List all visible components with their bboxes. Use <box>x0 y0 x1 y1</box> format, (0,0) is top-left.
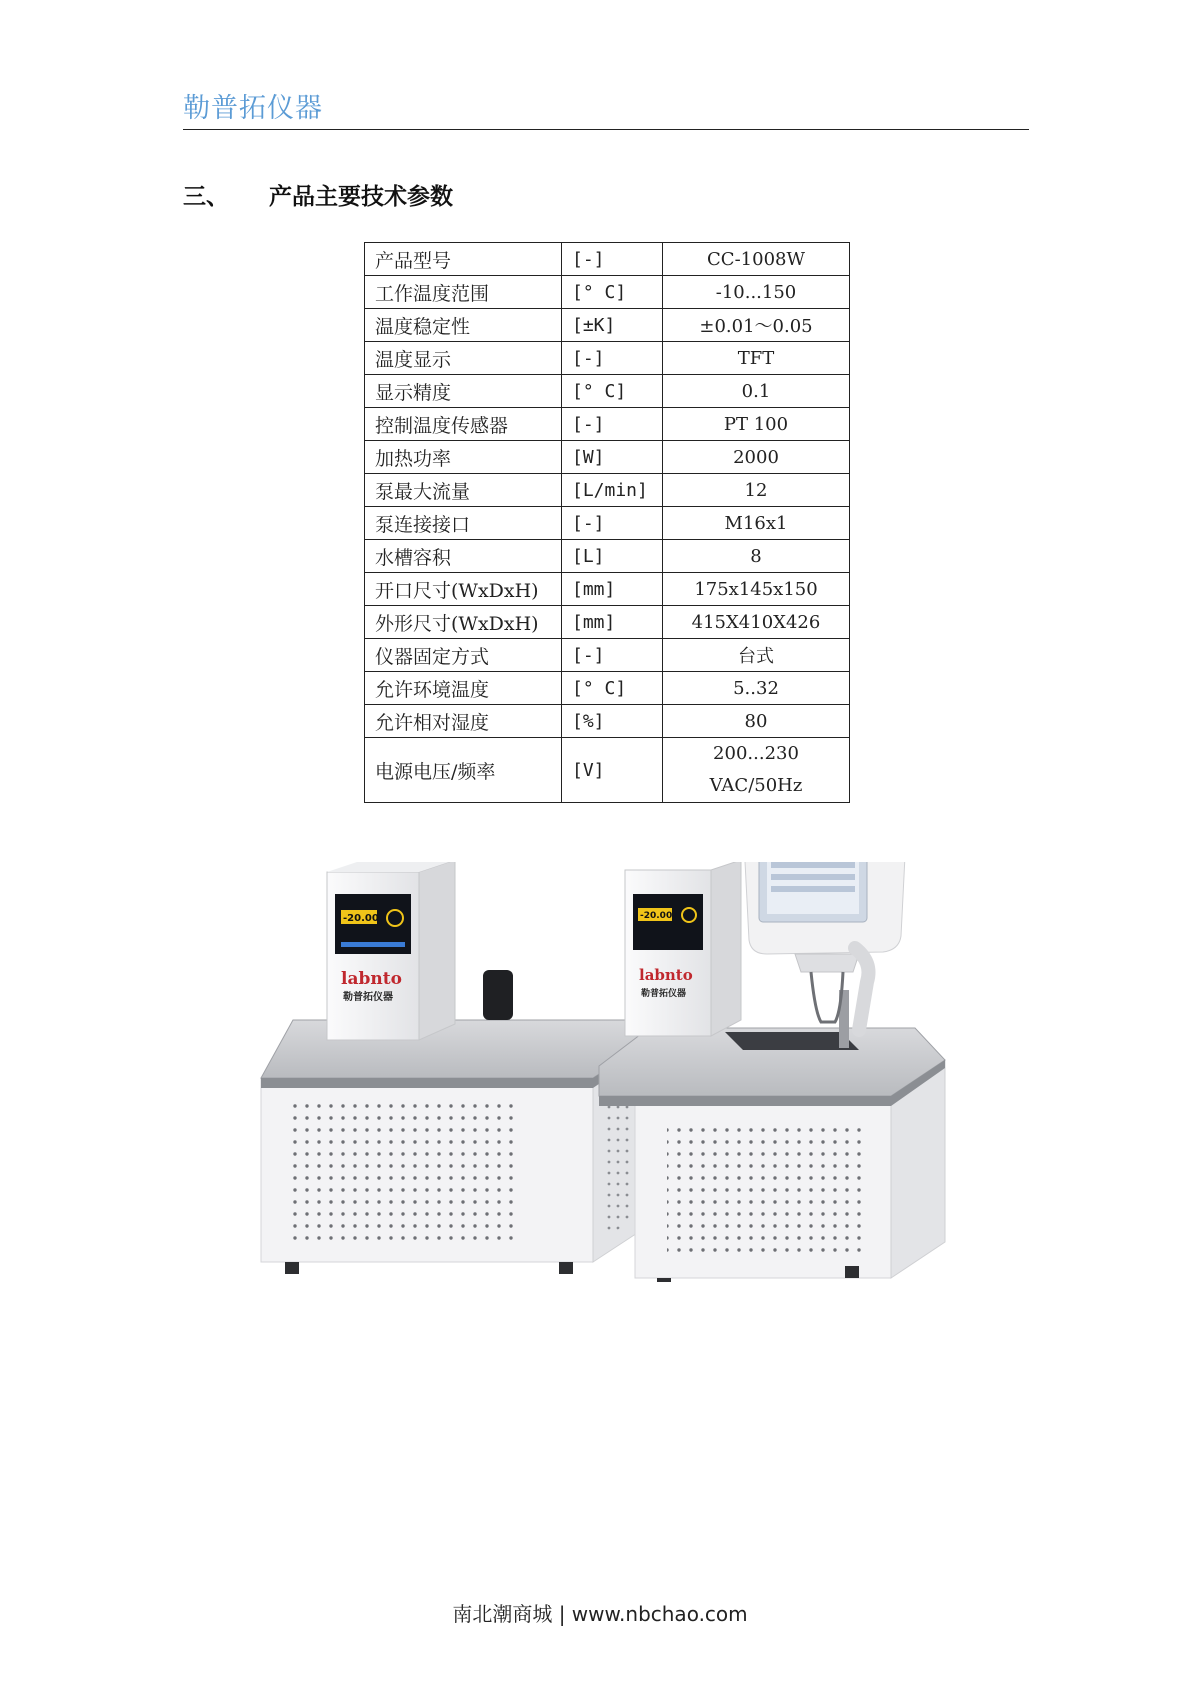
spec-name: 控制温度传感器 <box>365 408 562 441</box>
page-footer: 南北潮商城 | www.nbchao.com <box>452 1602 748 1626</box>
spec-name: 允许相对湿度 <box>365 705 562 738</box>
spec-value: 0.1 <box>663 375 850 408</box>
table-row <box>365 507 850 540</box>
table-row <box>365 243 850 276</box>
spec-name: 外形尺寸(WxDxH) <box>365 606 562 639</box>
table-row <box>365 639 850 672</box>
spec-name: 水槽容积 <box>365 540 562 573</box>
spec-value: CC-1008W <box>663 243 850 276</box>
section-heading <box>183 178 453 211</box>
spec-name: 工作温度范围 <box>365 276 562 309</box>
spec-value: PT 100 <box>663 408 850 441</box>
spec-unit: [mm] <box>562 573 663 606</box>
spec-name: 泵最大流量 <box>365 474 562 507</box>
spec-value: ±0.01～0.05 <box>663 309 850 342</box>
table-row <box>365 309 850 342</box>
spec-value: -10...150 <box>663 276 850 309</box>
display-reading: -20.00 <box>640 911 673 921</box>
spec-value-line: 200...230 <box>713 743 799 764</box>
table-row <box>365 375 850 408</box>
spec-unit: [-] <box>562 342 663 375</box>
spec-value: 2000 <box>663 441 850 474</box>
vent-grille <box>293 1100 513 1240</box>
table-row <box>365 606 850 639</box>
circulator-left <box>261 862 651 1274</box>
spec-value: M16x1 <box>663 507 850 540</box>
spec-name: 加热功率 <box>365 441 562 474</box>
spec-name: 允许环境温度 <box>365 672 562 705</box>
spec-unit: [-] <box>562 639 663 672</box>
bath-opening <box>725 1032 859 1050</box>
spec-unit: [L/min] <box>562 474 663 507</box>
header-brand: 勒普拓仪器 <box>183 93 323 124</box>
table-row <box>365 441 850 474</box>
table-row <box>365 408 850 441</box>
table-row <box>365 705 850 738</box>
spec-unit: [-] <box>562 408 663 441</box>
spec-name: 产品型号 <box>365 243 562 276</box>
brand-logo: labnto <box>341 969 402 989</box>
spec-unit: [W] <box>562 441 663 474</box>
table-row <box>365 342 850 375</box>
spec-unit: [mm] <box>562 606 663 639</box>
spec-unit: [±K] <box>562 309 663 342</box>
spec-value: 台式 <box>663 639 850 672</box>
spec-unit: [-] <box>562 243 663 276</box>
brand-logo: labnto <box>639 966 693 984</box>
spec-unit: [° C] <box>562 276 663 309</box>
vent-grille <box>667 1120 867 1260</box>
spec-unit: [L] <box>562 540 663 573</box>
product-photo <box>255 862 985 1282</box>
table-row <box>365 474 850 507</box>
table-row <box>365 276 850 309</box>
spec-name: 电源电压/频率 <box>365 738 562 803</box>
spec-value-line: VAC/50Hz <box>709 775 803 796</box>
section-title: 产品主要技术参数 <box>269 184 453 210</box>
table-row <box>365 672 850 705</box>
circulator-right <box>599 862 945 1282</box>
viscometer <box>743 862 907 1048</box>
brand-cn: 勒普拓仪器 <box>343 992 393 1003</box>
spec-value: TFT <box>663 342 850 375</box>
table-row <box>365 540 850 573</box>
section-number: 三、 <box>183 184 229 210</box>
spec-value: 175x145x150 <box>663 573 850 606</box>
spec-value <box>663 738 850 803</box>
spec-value: 80 <box>663 705 850 738</box>
spec-value: 8 <box>663 540 850 573</box>
spec-name: 温度显示 <box>365 342 562 375</box>
brand-cn: 勒普拓仪器 <box>641 989 687 999</box>
lid-handle <box>483 970 513 1020</box>
spec-name: 温度稳定性 <box>365 309 562 342</box>
display-reading: -20.00 <box>343 913 379 924</box>
spec-name: 泵连接接口 <box>365 507 562 540</box>
spec-name: 开口尺寸(WxDxH) <box>365 573 562 606</box>
spec-name: 仪器固定方式 <box>365 639 562 672</box>
spec-unit: [° C] <box>562 672 663 705</box>
spec-unit: [V] <box>562 738 663 803</box>
spec-unit: [-] <box>562 507 663 540</box>
spec-name: 显示精度 <box>365 375 562 408</box>
spec-unit: [° C] <box>562 375 663 408</box>
spec-unit: [%] <box>562 705 663 738</box>
table-row <box>365 573 850 606</box>
page-header <box>183 86 1029 130</box>
table-row <box>365 738 850 803</box>
spec-value: 12 <box>663 474 850 507</box>
spec-table <box>364 242 850 803</box>
spec-value: 5..32 <box>663 672 850 705</box>
spec-value: 415X410X426 <box>663 606 850 639</box>
